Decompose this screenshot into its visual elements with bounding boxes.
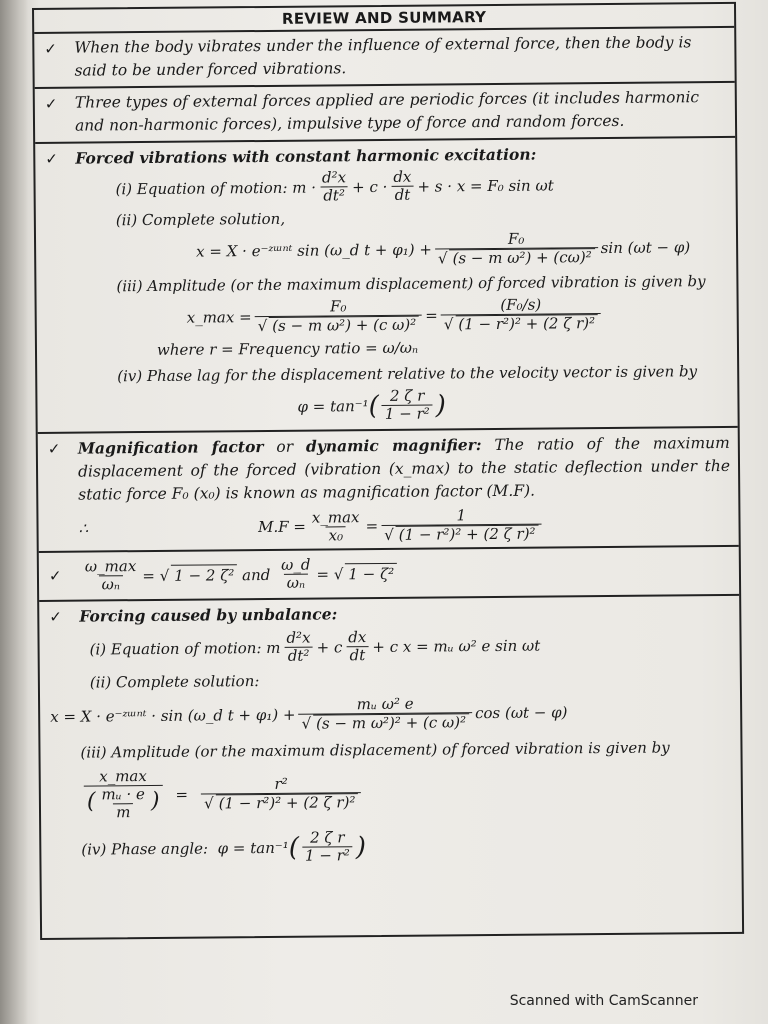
summary-text: Magnification factor or dynamic magnifier: The ratio of the maximum displacement of the forced (vibration (x_max) to the static deflection under the static force F₀ (x₀) is known as magnification factor (M.F). <box>77 433 731 504</box>
page-title: REVIEW AND SUMMARY <box>34 4 734 34</box>
fraction: $\frac{\text{mᵤ ω² e}}{\text{√ (s − m ω²)² + (c ω)²}}$ <box>298 695 472 733</box>
fraction: $\frac{\text{2 ζ r}}{\text{1 − r²}}$ <box>302 829 353 864</box>
check-icon: ✓ <box>49 607 62 626</box>
fraction: $\frac{\text{r²}}{\text{√ (1 − r²)² + (2 ζ r)²}}$ <box>201 775 362 812</box>
frequency-ratio-definition: where r = Frequency ratio = ω/ωₙ <box>156 338 419 359</box>
fraction: $\frac{\omega\_\max}{\text{ωₙ}}$ <box>84 557 137 594</box>
summary-item-forced-vibrations <box>34 28 734 89</box>
summary-text: When the body vibrates under the influence of external force, then the body is said to be under forced vibrations. <box>74 33 692 80</box>
amplitude-equation: x_max = $\frac{\text{F₀}}{\text{√ (s − m ω²) + (c ω)²}}$ = $\frac{\text{(F₀/s)}}{\text{√ (1 − r²)² + (2 ζ r)²}}$ <box>187 295 729 336</box>
equation-of-motion: (i) Equation of motion: m · $\frac{\text{d²x}}{\text{dt²}}$ + c · $\frac{dx}{dt}$ + s · x = F₀ sin ωt <box>115 167 554 205</box>
amplitude-label: (iii) Amplitude (or the maximum displacement) of forced vibration is given by <box>116 272 706 296</box>
amplitude-label: (iii) Amplitude (or the maximum displacement) of forced vibration is given by <box>80 738 670 762</box>
summary-item-harmonic-excitation <box>35 138 738 434</box>
fraction: $\frac{1}{\text{√ (1 − r²)² + (2 ζ r)²}}$ <box>381 507 542 544</box>
phase-lag-label: (iv) Phase lag for the displacement relative to the velocity vector is given by <box>117 362 698 386</box>
frequency-ratio-equations: $\frac{\omega\_\max}{\text{ωₙ}}$ = √ 1 − 2 ζ² and $\frac{\omega\_d}{\text{ωₙ}}$ = √ 1 − ζ² <box>79 553 731 594</box>
fraction: $\frac{\text{F₀}}{\text{√ (s − m ω²) + (cω)²}}$ <box>435 230 598 267</box>
check-icon: ✓ <box>44 94 58 113</box>
fraction: $\frac{x\_\max}{\text{x₀}}$ <box>311 507 360 544</box>
fraction: $\frac{\text{F₀}}{\text{√ (s − m ω²) + (c ω)²}}$ <box>254 298 422 335</box>
fraction: x_max ( $\frac{\text{mᵤ · e}}{m}$ ) <box>84 768 163 822</box>
check-icon: ✓ <box>44 39 58 58</box>
fraction: $\frac{dx}{dt}$ <box>348 628 367 665</box>
fraction: $\frac{\omega\_d}{\text{ωₙ}}$ <box>280 555 311 592</box>
section-heading: Forced vibrations with constant harmonic excitation: <box>75 144 537 168</box>
phase-angle-equation: (iv) Phase angle: φ = tan⁻¹ ( $\frac{\text{2 ζ r}}{\text{1 − r²}}$ ) <box>81 828 367 865</box>
fraction: $\frac{\text{(F₀/s)}}{\text{√ (1 − r²)² + (2 ζ r)²}}$ <box>441 296 602 333</box>
book-gutter-shadow <box>0 0 28 1024</box>
summary-item-magnification-factor <box>38 428 739 553</box>
phase-lag-equation: φ = tan⁻¹ ( $\frac{\text{2 ζ r}}{\text{1 − r²}}$ ) <box>297 386 446 423</box>
check-icon: ✓ <box>47 439 61 458</box>
summary-item-frequency-ratios <box>39 547 739 602</box>
amplitude-equation: x_max ( $\frac{\text{mᵤ · e}}{m}$ ) = $\frac{\text{r²}}{\text{√ (1 − r²)² + (2 ζ r)²}}$ <box>81 763 733 822</box>
fraction: $\frac{dx}{dt}$ <box>393 167 412 204</box>
complete-solution-equation: x = X · e⁻ᶻᵚⁿᵗ sin (ω_d t + φ₁) + $\frac{\text{F₀}}{\text{√ (s − m ω²) + (cω)²}}$ sin (ωt − φ) <box>196 229 691 268</box>
camscanner-watermark: Scanned with CamScanner <box>509 993 698 1009</box>
summary-box <box>32 2 744 940</box>
complete-solution-label: (ii) Complete solution: <box>89 672 260 692</box>
fraction: $\frac{\text{d²x}}{\text{dt²}}$ <box>321 168 347 205</box>
complete-solution-label: (ii) Complete solution, <box>115 209 286 230</box>
summary-item-force-types <box>35 83 735 144</box>
equation-of-motion: (i) Equation of motion: m $\frac{\text{d²x}}{\text{dt²}}$ + c $\frac{dx}{dt}$ + c x = mᵤ ω² e sin ωt <box>89 628 541 665</box>
fraction: $\frac{\text{2 ζ r}}{\text{1 − r²}}$ <box>382 388 433 423</box>
fraction: $\frac{\text{d²x}}{\text{dt²}}$ <box>286 628 311 665</box>
check-icon: ✓ <box>45 149 58 168</box>
complete-solution-equation: x = X · e⁻ᶻᵚⁿᵗ · sin (ω_d t + φ₁) + $\frac{\text{mᵤ ω² e}}{\text{√ (s − m ω²)² + (c ω)²}}$ cos (ωt − φ) <box>50 694 568 733</box>
summary-item-unbalance-forcing <box>39 596 741 871</box>
summary-text: Three types of external forces applied are periodic forces (it includes harmonic and non-harmonic forces), impulsive type of force and random forces. <box>74 88 700 135</box>
section-heading: Forcing caused by unbalance: <box>79 604 338 626</box>
magnification-factor-equation: ∴ M.F = $\frac{x\_\max}{\text{x₀}}$ = $\frac{1}{\text{√ (1 − r²)² + (2 ζ r)²}}$ <box>78 505 730 547</box>
check-icon: ✓ <box>48 566 62 585</box>
